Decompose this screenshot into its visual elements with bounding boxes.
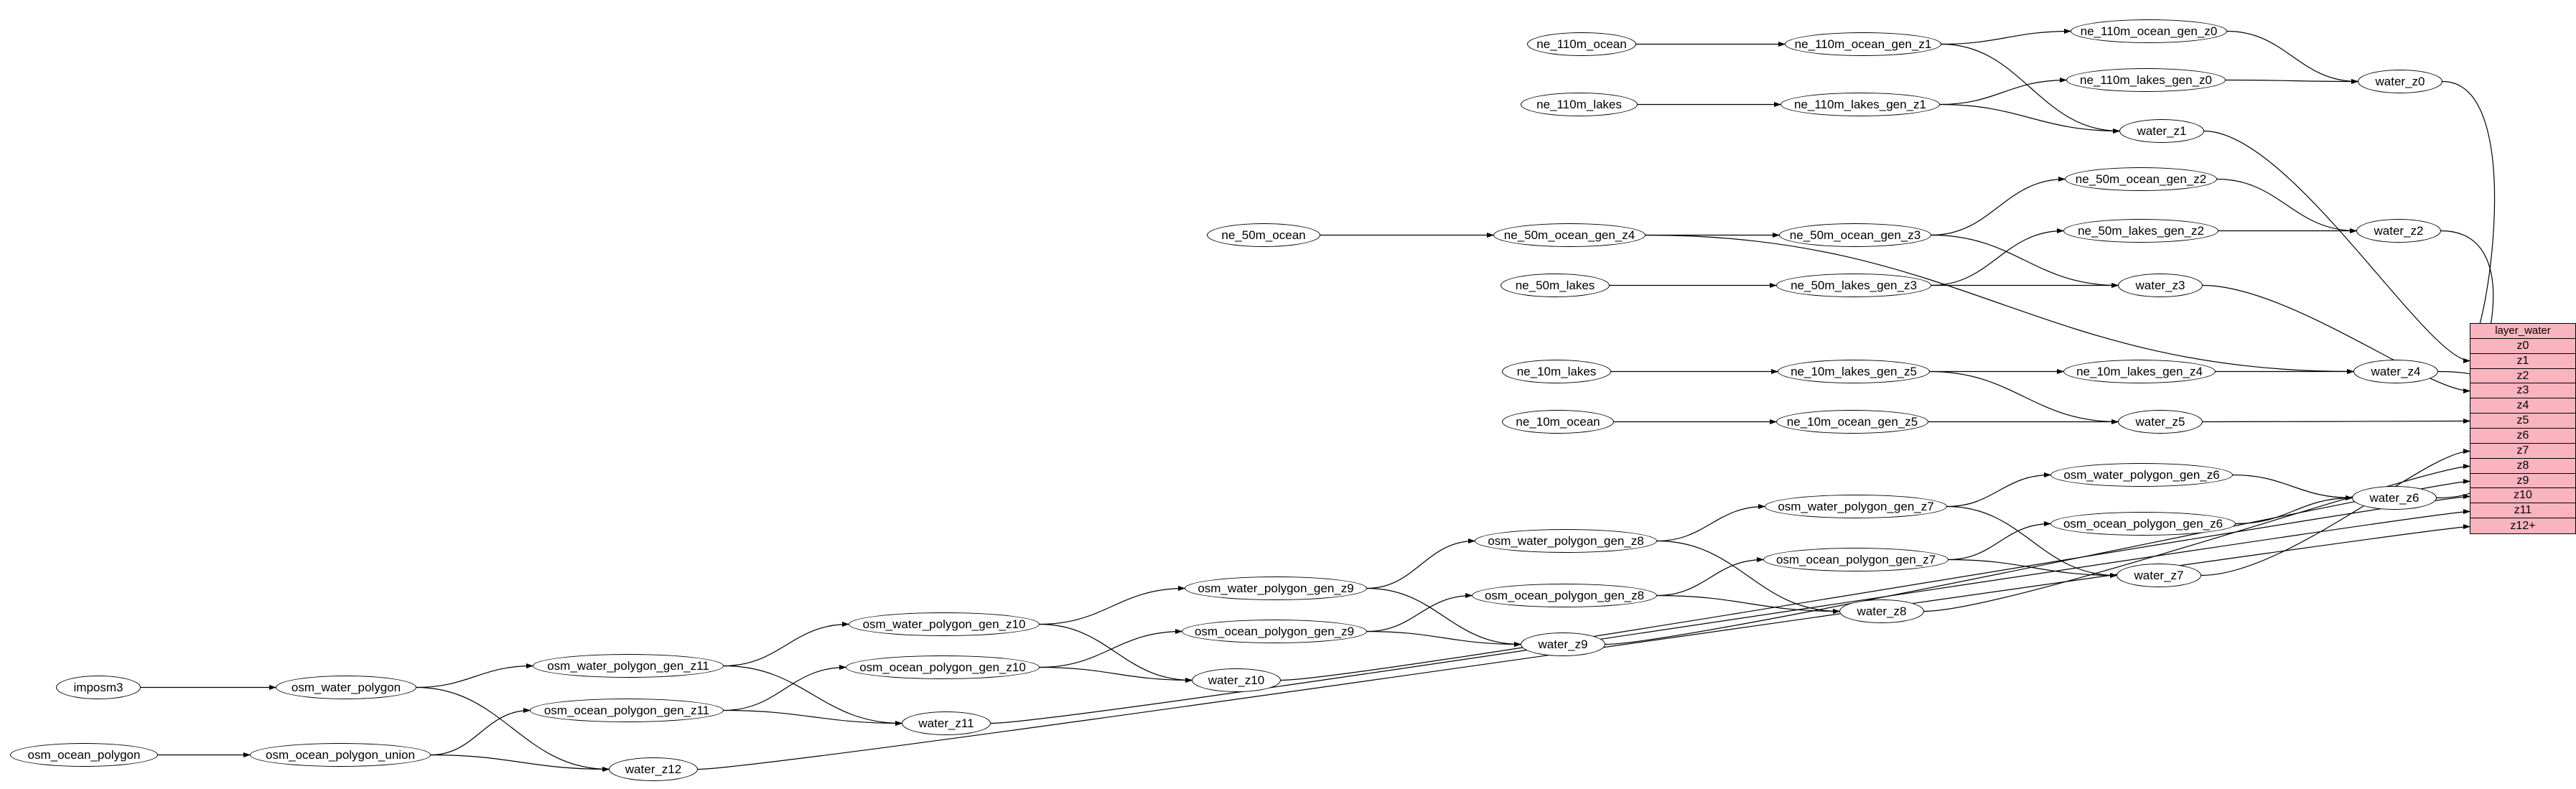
graph-node-label: ne_50m_ocean [1221, 228, 1306, 242]
graph-edge [724, 711, 902, 724]
legend-row-z10[interactable]: z10 [2470, 488, 2575, 503]
legend-title: layer_water [2470, 324, 2575, 339]
graph-node-label: water_z9 [1538, 638, 1588, 651]
graph-node-ne-110m-lakes[interactable] [1521, 93, 1638, 116]
graph-node-label: ne_110m_lakes_gen_z1 [1794, 98, 1926, 111]
graph-edge-legend [2442, 82, 2495, 346]
graph-node-label: water_z4 [2371, 365, 2421, 378]
graph-edge [2233, 475, 2352, 498]
graph-edge [431, 755, 609, 770]
graph-node-water-z11[interactable] [902, 711, 991, 735]
graph-node-imposm3[interactable] [56, 676, 141, 699]
graph-node-osm-ocean-polygon-gen-z9[interactable] [1182, 620, 1367, 643]
graph-node-label: osm_water_polygon_gen_z10 [862, 617, 1026, 631]
graph-node-ne-110m-lakes-gen-z1[interactable] [1781, 93, 1940, 116]
graph-node-water-z5[interactable] [2118, 410, 2203, 434]
graph-edge-legend [2204, 131, 2470, 361]
graph-edge [1367, 632, 1521, 645]
graph-node-ne-110m-ocean-gen-z1[interactable] [1785, 32, 1941, 56]
graph-edge [2217, 179, 2356, 231]
graph-node-water-z8[interactable] [1839, 599, 1924, 623]
graph-node-label: ne_10m_ocean_gen_z5 [1786, 415, 1918, 429]
graph-node-label: osm_ocean_polygon_gen_z11 [543, 704, 710, 717]
graph-node-water-z3[interactable] [2118, 274, 2203, 297]
graph-node-water-z6[interactable] [2352, 486, 2437, 510]
graph-node-label: ne_10m_lakes_gen_z5 [1791, 365, 1917, 378]
graph-node-label: ne_50m_ocean_gen_z3 [1789, 228, 1921, 242]
graph-edge [1931, 235, 2118, 286]
graph-edge [1940, 80, 2066, 105]
graph-node-label: water_z3 [2135, 279, 2185, 292]
graph-edge [1657, 560, 1763, 596]
graph-node-label: water_z7 [2134, 569, 2184, 582]
legend-row-z4[interactable]: z4 [2470, 398, 2575, 414]
graph-node-ne-50m-ocean-gen-z4[interactable] [1493, 223, 1646, 247]
graph-node-water-z4[interactable] [2353, 360, 2438, 383]
graph-edge-legend [2201, 452, 2470, 576]
graph-node-label: osm_ocean_polygon_gen_z9 [1194, 625, 1355, 638]
graph-node-osm-ocean-polygon-union[interactable] [250, 743, 431, 767]
graph-node-ne-50m-ocean[interactable] [1207, 223, 1320, 247]
graph-node-water-z2[interactable] [2356, 219, 2441, 243]
graph-node-label: osm_water_polygon_gen_z8 [1488, 534, 1644, 548]
graph-node-label: ne_50m_lakes [1515, 279, 1595, 292]
graph-node-water-z10[interactable] [1192, 668, 1281, 692]
legend-row-z9[interactable]: z9 [2470, 474, 2575, 489]
graph-node-label: water_z8 [1857, 604, 1907, 618]
legend-row-z6[interactable]: z6 [2470, 429, 2575, 444]
graph-node-label: ne_110m_ocean_gen_z1 [1794, 37, 1932, 51]
graph-node-osm-ocean-polygon-gen-z6[interactable] [2050, 512, 2236, 536]
graph-node-water-z0[interactable] [2358, 70, 2442, 93]
graph-edge [1941, 32, 2071, 45]
graph-node-water-z12[interactable] [609, 757, 698, 781]
graph-node-label: ne_50m_lakes_gen_z2 [2078, 224, 2204, 238]
graph-node-ne-110m-ocean-gen-z0[interactable] [2071, 19, 2227, 43]
graph-node-label: ne_10m_lakes [1516, 365, 1597, 378]
graph-edge [724, 668, 846, 711]
graph-node-water-z9[interactable] [1521, 632, 1605, 656]
graph-edge [431, 711, 530, 755]
graph-node-ne-10m-lakes[interactable] [1502, 360, 1611, 383]
legend-row-z5[interactable]: z5 [2470, 414, 2575, 429]
graph-node-label: osm_water_polygon [291, 681, 401, 694]
legend-row-z3[interactable]: z3 [2470, 383, 2575, 398]
graph-node-osm-water-polygon[interactable] [276, 676, 416, 699]
graph-node-label: ne_110m_ocean_gen_z0 [2080, 24, 2218, 38]
graph-edge [2226, 80, 2358, 82]
graph-edge-legend [991, 512, 2470, 724]
graph-edge-legend [2203, 421, 2470, 422]
graph-node-ne-10m-ocean[interactable] [1502, 410, 1614, 434]
graph-node-ne-10m-ocean-gen-z5[interactable] [1776, 410, 1928, 434]
graph-edge [1040, 632, 1182, 668]
graph-node-label: osm_water_polygon_gen_z11 [547, 659, 709, 673]
legend-row-z12+[interactable]: z12+ [2510, 519, 2536, 532]
graph-node-label: ne_10m_lakes_gen_z4 [2076, 365, 2203, 378]
graph-node-osm-ocean-polygon-gen-z10[interactable] [846, 655, 1040, 679]
graph-node-label: ne_110m_lakes_gen_z0 [2080, 73, 2212, 87]
graph-node-label: osm_ocean_polygon_gen_z8 [1484, 589, 1645, 602]
graph-node-label: ne_110m_lakes [1536, 98, 1622, 111]
graph-edge [1367, 541, 1475, 589]
graph-edge [724, 625, 849, 666]
graph-edge [2227, 32, 2358, 82]
graph-node-label: ne_10m_ocean [1516, 415, 1600, 429]
legend-layer-water [2470, 323, 2576, 534]
legend-row-z1[interactable]: z1 [2470, 354, 2575, 369]
graph-node-osm-ocean-polygon-gen-z11[interactable] [530, 699, 724, 722]
graph-node-label: osm_ocean_polygon_gen_z6 [2063, 517, 2223, 531]
graph-node-osm-water-polygon-gen-z7[interactable] [1765, 495, 1947, 518]
graph-node-label: water_z6 [2369, 491, 2419, 505]
graph-node-osm-water-polygon-gen-z10[interactable] [849, 612, 1040, 636]
graph-node-label: water_z5 [2135, 415, 2185, 429]
graph-node-osm-water-polygon-gen-z9[interactable] [1185, 576, 1367, 600]
graph-node-water-z7[interactable] [2117, 564, 2201, 587]
graph-node-label: osm_water_polygon_gen_z9 [1198, 582, 1354, 595]
graph-node-label: osm_ocean_polygon_gen_z10 [859, 660, 1026, 674]
graph-edge-legend [1605, 482, 2470, 645]
graph-edge [416, 666, 533, 688]
graph-node-label: osm_water_polygon_gen_z7 [1778, 500, 1934, 513]
graph-node-osm-ocean-polygon[interactable] [10, 743, 158, 767]
graph-node-osm-water-polygon-gen-z8[interactable] [1475, 529, 1657, 553]
legend-row-z2[interactable]: z2 [2470, 369, 2575, 384]
graph-node-label: water_z10 [1208, 673, 1265, 687]
graph-edge [1949, 524, 2050, 560]
graph-node-label: osm_ocean_polygon_union [266, 748, 415, 762]
graph-node-ne-50m-lakes-gen-z2[interactable] [2063, 219, 2218, 243]
graph-node-ne-50m-ocean-gen-z3[interactable] [1779, 223, 1931, 247]
graph-edge [1367, 596, 1472, 632]
legend-row-z8[interactable]: z8 [2470, 459, 2575, 474]
legend-row-z0[interactable]: z0 [2470, 339, 2575, 354]
graph-node-label: osm_ocean_polygon [27, 748, 141, 762]
graph-node-ne-110m-ocean[interactable] [1527, 32, 1636, 56]
graph-node-label: osm_ocean_polygon_gen_z7 [1775, 553, 1936, 566]
graph-edge [1657, 596, 1839, 612]
graph-node-label: imposm3 [73, 681, 123, 694]
graph-node-ne-10m-lakes-gen-z4[interactable] [2063, 360, 2216, 383]
graph-node-label: water_z1 [2137, 124, 2187, 138]
graph-node-ne-50m-lakes-gen-z3[interactable] [1776, 274, 1931, 297]
legend-row-z7[interactable]: z7 [2470, 444, 2575, 459]
graph-node-osm-water-polygon-gen-z11[interactable] [533, 654, 724, 678]
legend-row-z11[interactable]: z11 [2470, 503, 2575, 518]
graph-edge [1040, 589, 1185, 625]
graph-node-label: ne_110m_ocean [1536, 37, 1627, 51]
graph-node-osm-ocean-polygon-gen-z7[interactable] [1763, 548, 1949, 571]
graph-node-ne-50m-lakes[interactable] [1501, 274, 1610, 297]
graph-edge [1646, 235, 2353, 372]
graph-edge [1940, 105, 2119, 131]
graph-node-ne-10m-lakes-gen-z5[interactable] [1778, 360, 1930, 383]
graph-node-label: ne_50m_lakes_gen_z3 [1791, 279, 1917, 292]
graph-edge [1947, 475, 2050, 507]
graph-node-label: osm_water_polygon_gen_z6 [2063, 468, 2220, 482]
graph-edge [1931, 231, 2063, 286]
graph-node-ne-110m-lakes-gen-z0[interactable] [2066, 68, 2226, 92]
graph-node-label: water_z2 [2374, 224, 2424, 238]
graph-edge-legend [1281, 497, 2470, 681]
graph-edge [1040, 625, 1192, 681]
graph-edge [1931, 179, 2065, 235]
graph-node-label: ne_50m_ocean_gen_z4 [1503, 228, 1635, 242]
graph-node-osm-water-polygon-gen-z6[interactable] [2050, 463, 2233, 487]
graph-node-label: water_z11 [918, 716, 974, 730]
graph-node-label: ne_50m_ocean_gen_z2 [2075, 172, 2207, 186]
graph-edge [1657, 507, 1765, 541]
graph-edge [1949, 560, 2117, 576]
graph-node-label: water_z0 [2375, 75, 2425, 88]
graph-node-ne-50m-ocean-gen-z2[interactable] [2065, 167, 2217, 191]
graph-node-osm-ocean-polygon-gen-z8[interactable] [1472, 584, 1657, 607]
graph-edge [2236, 498, 2352, 524]
graph-edge [1040, 668, 1192, 681]
graph-node-label: water_z12 [625, 762, 682, 776]
graph-node-water-z1[interactable] [2119, 119, 2204, 143]
